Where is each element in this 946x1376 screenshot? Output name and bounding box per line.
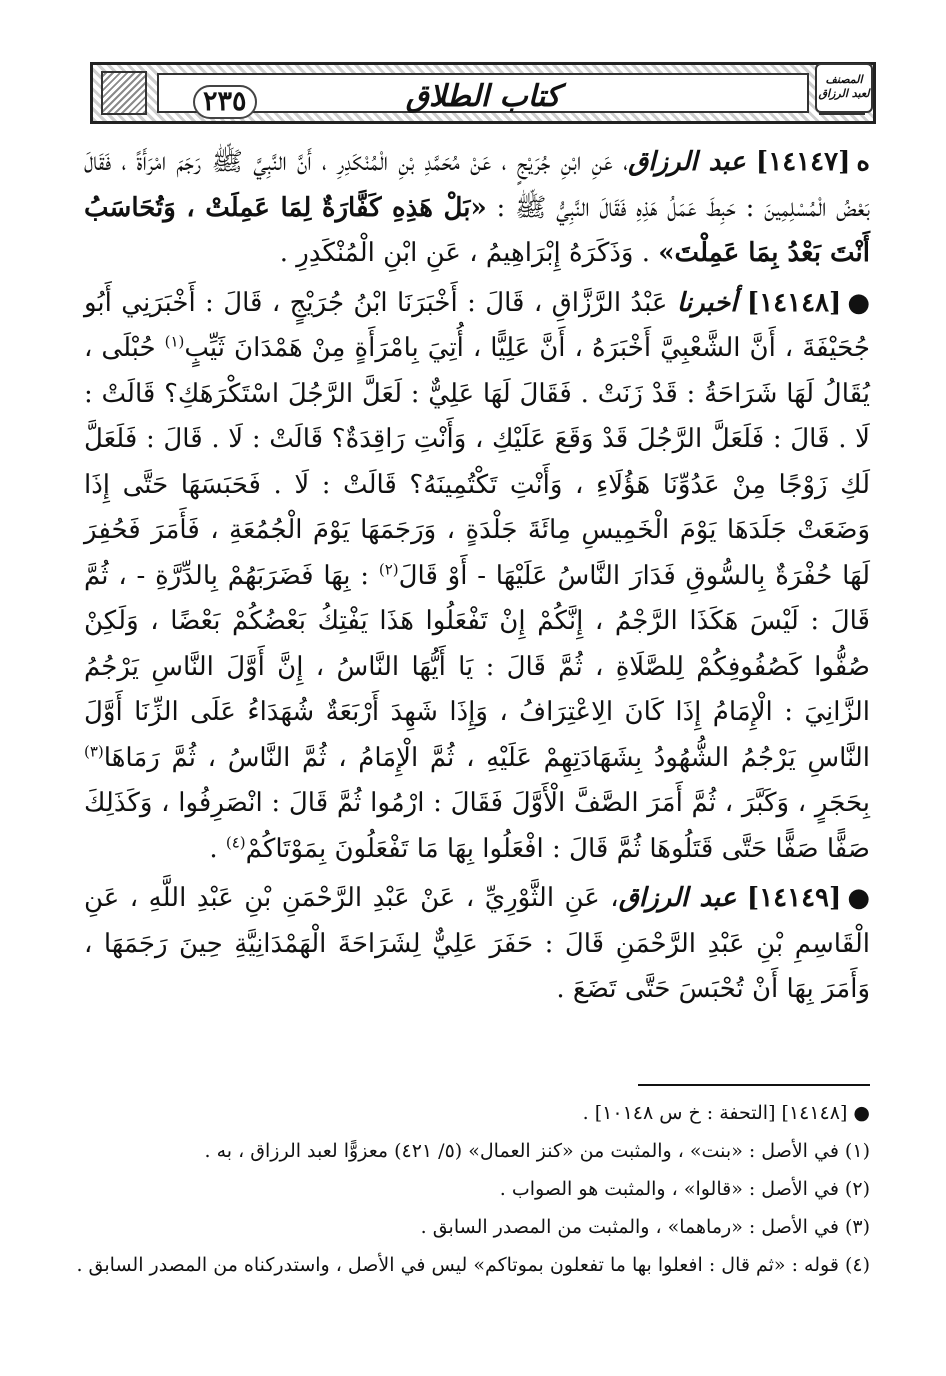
hadith-text: حُبْلَى ، يُقَالُ لَهَا شَرَاحَةُ : قَدْ زَنَتْ . فَقَالَ لَهَا عَلِيٌّ : لَعَلَّ الرَّجُلَ اسْتَكْرَهَكِ؟ قَالَتْ : لَا . قَالَ : فَلَعَلَّ الرَّجُلَ قَدْ وَقَعَ عَلَيْكِ ، وَأَنْتِ رَاقِدَةٌ؟ قَالَتْ : لَا . قَالَ : فَلَعَلَّ لَكِ زَوْجًا مِنْ عَدُوِّنَا هَؤُلَاءِ ، وَأَنْتِ تَكْتُمِينَهُ؟ قَالَتْ : لَا . فَحَبَسَهَا حَتَّى إِذَا وَضَعَتْ جَلَدَهَا يَوْمَ الْخَمِيسِ مِائَةَ جَلْدَةٍ ، وَرَجَمَهَا يَوْمَ الْجُمُعَةِ ، فَأَمَرَ فَحُفِرَ لَهَا حُفْرَةٌ بِالسُّوقِ فَدَارَ النَّاسُ عَلَيْهَا - أَوْ قَالَ [84,333,870,591]
book-logo: المصنف لعبد الرزاق [815,63,873,113]
hadith-quote: «بَلْ هَذِهِ كَفَّارَةٌ لِمَا عَمِلَتْ ، وَتُحَاسَبُ أَنْتَ بَعْدُ بِمَا عَمِلْتَ» [84,192,870,268]
page-header [90,62,876,124]
hadith-14147 [84,140,870,277]
footnote-ref[interactable]: (٤) [225,832,246,851]
narrator-label: عبد الرزاق [628,147,746,177]
hadith-text: : بِهَا فَضَرَبَهُمْ بِالدِّرَّةِ - ، ثُمَّ قَالَ : لَيْسَ هَكَذَا الرَّجْمُ ، إِنَّكُمْ إِنْ تَفْعَلُوا هَذَا يَفْتِكُ بَعْضُكُمْ بَعْضًا ، وَلَكِنْ صُفُّوا كَصُفُوفِكُمْ لِلصَّلَاةِ ، ثُمَّ قَالَ : يَا أَيُّهَا النَّاسُ ، إِنَّ أَوَّلَ النَّاسِ يَرْجُمُ الزَّانِيَ : الْإِمَامُ إِذَا كَانَ الِاعْتِرَافُ ، وَإِذَا شَهِدَ أَرْبَعَةٌ شُهَدَاءُ عَلَى الزِّنَا أَوَّلَ النَّاسِ يَرْجُمُ الشُّهُودُ بِشَهَادَتِهِمْ عَلَيْهِ ، ثُمَّ الْإِمَامُ ، ثُمَّ النَّاسُ ، ثُمَّ رَمَاهَا [84,560,870,773]
narrator-label: عبد الرزاق [618,883,737,913]
hadith-14149 [84,876,870,1013]
hadith-text: ، عَنِ الثَّوْرِيِّ ، عَنْ عَبْدِ الرَّحْمَنِ بْنِ عَبْدِ اللَّهِ ، عَنِ الْقَاسِمِ بْنِ عَبْدِ الرَّحْمَنِ قَالَ : حَفَرَ عَلِيٌّ لِشَرَاحَةَ الْهَمْدَانِيَّةِ حِينَ رَجَمَهَا ، وَأَمَرَ بِهَا أَنْ تُحْبَسَ حَتَّى تَضَعَ . [84,883,870,1004]
footnote-item: (٢) في الأصل : «قالوا» ، والمثبت هو الصواب . [499,1178,870,1200]
footnote-divider [638,1084,870,1086]
hadith-marker: ● [847,883,871,913]
footnote-item: ● [١٤١٤٨] [التحفة : خ س ١٠١٤٨] . [582,1102,870,1124]
hadith-number: [١٤١٤٩] [746,883,842,913]
ornament-left [101,71,147,115]
footnote-item: (١) في الأصل : «بنت» ، والمثبت من «كنز العمال» (٥/ ٤٢١) معزوًّا لعبد الرزاق ، به . [204,1140,870,1162]
hadith-text: . [209,833,226,864]
footnote-ref[interactable]: (١) [164,332,185,351]
hadith-text: . وَذَكَرَهُ إِبْرَاهِيمُ ، عَنِ ابْنِ الْمُنْكَدِرِ . [279,238,659,268]
main-text [84,140,870,1013]
book-title: كتاب الطلاق [405,79,561,114]
page-number: ٢٣٥ [193,85,257,119]
hadith-text: بِحَجَرٍ ، وَكَبَّرَ ، ثُمَّ أَمَرَ الصَّفَّ الْأَوَّلَ فَقَالَ : ارْمُوا ثُمَّ قَالَ : انْصَرِفُوا ، وَكَذَلِكَ صَفًّا صَفًّا حَتَّى قَتَلُوهَا ثُمَّ قَالَ : افْعَلُوا بِهَا مَا تَفْعَلُونَ بِمَوْتَاكُمْ [84,788,870,864]
hadith-number: [١٤١٤٨] [746,287,842,318]
footnotes [76,1094,870,1284]
narrator-label: أخبرنا [676,287,738,318]
footnote-ref[interactable]: (٣) [84,741,104,760]
footnote-ref[interactable]: (٢) [378,559,399,578]
hadith-marker: ه [856,147,870,177]
footnote-item: (٤) قوله : «ثم قال : افعلوا بها ما تفعلون بموتاكم» ليس في الأصل ، واستدركناه من المصدر السابق . [76,1254,870,1276]
hadith-14148 [84,281,870,873]
header-title-panel [157,73,809,117]
hadith-text: عَبْدُ الرَّزَّاقِ ، قَالَ : أَخْبَرَنَا ابْنُ جُرَيْجٍ ، قَالَ : أَخْبَرَنِي أَبُو جُحَيْفَةَ ، أَنَّ الشَّعْبِيَّ أَخْبَرَهُ ، أَنَّ عَلِيًّا ، أُتِيَ بِامْرَأَةٍ مِنْ هَمْدَانَ ثَيِّبٍ [84,287,871,363]
hadith-text: ، عَنِ ابْنِ جُرَيْجٍ ، عَنْ مُحَمَّدِ بْنِ الْمُنْكَدِرِ ، أَنَّ النَّبِيَّ ﷺ رَجَمَ امْرَأَةً ، فَقَالَ بَعْضُ الْمُسْلِمِينَ : حَبِطَ عَمَلُ هَذِهِ فَقَالَ النَّبِيُّ ﷺ : [84,147,870,223]
hadith-number: [١٤١٤٧] [755,147,851,177]
footnote-item: (٣) في الأصل : «رماهما» ، والمثبت من المصدر السابق . [420,1216,870,1238]
hadith-marker: ● [847,287,871,318]
